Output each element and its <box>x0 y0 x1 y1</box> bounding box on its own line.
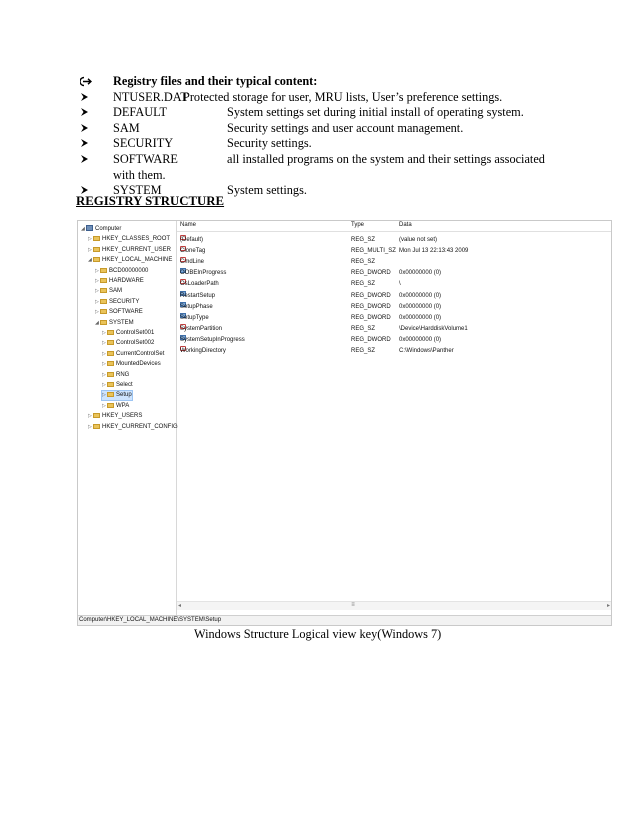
folder-icon <box>93 413 100 418</box>
tree-node[interactable] <box>102 360 161 369</box>
value-name: SystemSetupInProgress <box>180 336 245 343</box>
tree-node[interactable] <box>88 423 178 432</box>
file-description: System settings. <box>227 183 307 198</box>
tree-node[interactable] <box>95 319 134 328</box>
value-row[interactable] <box>177 257 611 268</box>
value-type: REG_SZ <box>351 281 376 288</box>
values-header <box>177 221 611 232</box>
value-name: SetupPhase <box>180 303 213 310</box>
folder-icon <box>100 268 107 273</box>
value-name: OOBEInProgress <box>180 270 227 277</box>
figure-caption: Windows Structure Logical view key(Windows 7) <box>194 627 442 641</box>
tree-node[interactable] <box>102 329 154 338</box>
horizontal-scrollbar[interactable] <box>177 601 611 610</box>
value-row[interactable] <box>177 313 611 324</box>
expand-right-icon[interactable]: ▷ <box>102 371 106 378</box>
column-header-type[interactable]: Type <box>351 222 365 228</box>
file-description: Security settings and user account management. <box>227 120 464 135</box>
tree-node[interactable] <box>95 287 122 296</box>
list-item <box>80 121 560 137</box>
list-item <box>80 136 560 152</box>
tree-node-label: HKEY_LOCAL_MACHINE <box>102 257 173 264</box>
tree-node-label: SYSTEM <box>109 319 134 326</box>
value-type: REG_MULTI_SZ <box>351 248 396 255</box>
value-type: REG_SZ <box>351 325 376 332</box>
file-name: SYSTEM <box>113 183 162 198</box>
value-data: 0x00000000 (0) <box>399 336 442 343</box>
tree-node-label: HKEY_CLASSES_ROOT <box>102 236 171 243</box>
scroll-left-icon[interactable]: ◂ <box>178 603 182 609</box>
folder-icon <box>107 392 114 397</box>
triangle-bullet-icon <box>80 121 100 133</box>
tree-node-label: WPA <box>116 402 130 409</box>
folder-icon <box>100 299 107 304</box>
list-item <box>80 105 560 121</box>
folder-icon <box>100 309 107 314</box>
expand-down-icon[interactable]: ◢ <box>95 319 99 326</box>
tree-node[interactable] <box>95 277 144 286</box>
value-name: CloneTag <box>180 248 206 255</box>
tree-node[interactable] <box>102 339 154 348</box>
value-data: 0x00000000 (0) <box>399 303 442 310</box>
folder-icon <box>107 403 114 408</box>
section-title: REGISTRY STRUCTURE <box>76 194 225 208</box>
folder-icon <box>107 340 114 345</box>
value-row[interactable] <box>177 291 611 302</box>
value-type: REG_SZ <box>351 348 376 354</box>
file-name: NTUSER.DAT <box>113 89 188 104</box>
value-data: 0x00000000 (0) <box>399 314 442 321</box>
value-data: \ <box>399 281 401 288</box>
tree-node-label: ControlSet001 <box>116 330 155 336</box>
tree-node[interactable] <box>95 308 143 317</box>
registry-tree <box>78 221 177 617</box>
value-type: REG_SZ <box>351 237 376 243</box>
tree-node-label: SECURITY <box>109 298 140 305</box>
expand-right-icon[interactable]: ▷ <box>95 298 99 305</box>
expand-down-icon[interactable]: ◢ <box>88 257 92 264</box>
value-data: 0x00000000 (0) <box>399 270 442 277</box>
expand-right-icon[interactable]: ▷ <box>102 402 106 409</box>
file-description: all installed programs on the system and their settings associated <box>227 151 545 166</box>
value-name: OsLoaderPath <box>180 281 219 288</box>
value-row[interactable] <box>177 268 611 279</box>
registry-editor-window <box>77 220 612 626</box>
value-type: REG_SZ <box>351 259 376 266</box>
expand-right-icon[interactable]: ▷ <box>102 350 106 357</box>
value-row[interactable] <box>177 346 611 357</box>
expand-right-icon[interactable]: ▷ <box>95 267 99 274</box>
status-bar-path: Computer\HKEY_LOCAL_MACHINE\SYSTEM\Setup <box>78 615 611 625</box>
value-data: C:\Windows\Panther <box>399 348 454 354</box>
tree-node-label: ControlSet002 <box>116 340 155 347</box>
tree-node[interactable] <box>102 371 129 380</box>
expand-right-icon[interactable]: ▷ <box>102 382 106 388</box>
value-data: Mon Jul 13 22:13:43 2009 <box>399 248 469 255</box>
tree-node[interactable] <box>102 402 129 411</box>
tree-node[interactable] <box>88 256 172 265</box>
folder-icon <box>107 330 114 335</box>
list-item <box>80 152 560 183</box>
file-name: SECURITY <box>113 136 174 151</box>
value-name: SystemPartition <box>180 325 223 332</box>
folder-icon <box>100 288 107 293</box>
tree-node[interactable] <box>81 225 121 234</box>
tree-node-label: SAM <box>109 288 123 295</box>
tree-node[interactable] <box>88 235 170 244</box>
value-name: WorkingDirectory <box>180 348 226 354</box>
value-data: 0x00000000 (0) <box>399 292 442 299</box>
tree-node-label: CurrentControlSet <box>116 350 165 357</box>
tree-node[interactable] <box>88 412 142 421</box>
expand-right-icon[interactable]: ▷ <box>88 246 92 253</box>
tree-node-label: HKEY_CURRENT_CONFIG <box>102 423 178 430</box>
value-type: REG_DWORD <box>351 270 391 277</box>
tree-node-label: RNG <box>116 371 130 378</box>
tree-node[interactable] <box>102 381 133 390</box>
triangle-bullet-icon <box>80 152 100 164</box>
file-description: System settings set during initial install of operating system. <box>227 105 524 120</box>
value-row[interactable] <box>177 324 611 335</box>
tree-node[interactable] <box>88 246 171 255</box>
scroll-right-icon[interactable]: ▸ <box>606 603 610 609</box>
value-type: REG_DWORD <box>351 292 391 299</box>
list-heading: Registry files and their typical content: <box>113 74 318 88</box>
tree-node-label: Computer <box>95 226 122 232</box>
value-name: (Default) <box>180 237 204 243</box>
tree-node-label: HKEY_CURRENT_USER <box>102 246 172 253</box>
expand-right-icon[interactable]: ▷ <box>102 392 106 399</box>
triangle-bullet-icon <box>80 90 100 102</box>
folder-icon <box>93 257 100 262</box>
list-heading-row <box>80 74 560 90</box>
folder-icon <box>107 382 114 387</box>
tree-node-label: MountedDevices <box>116 361 161 368</box>
registry-files-list <box>80 74 560 199</box>
expand-right-icon[interactable]: ▷ <box>95 288 99 295</box>
value-row[interactable] <box>177 246 611 257</box>
folder-icon <box>107 351 114 356</box>
tree-node-label: Select <box>116 382 133 388</box>
value-type: REG_DWORD <box>351 336 391 343</box>
value-type: REG_DWORD <box>351 314 391 321</box>
value-data: (value not set) <box>399 237 438 243</box>
expand-right-icon[interactable]: ▷ <box>102 330 106 336</box>
expand-right-icon[interactable]: ▷ <box>102 361 106 368</box>
file-name: SOFTWARE <box>113 151 178 166</box>
folder-icon <box>100 320 107 325</box>
arrow-bullet-icon <box>80 74 100 87</box>
folder-icon <box>107 361 114 366</box>
value-name: RestartSetup <box>180 292 216 299</box>
value-row[interactable] <box>177 235 611 246</box>
tree-node-label: SOFTWARE <box>109 309 143 316</box>
list-item <box>80 90 560 106</box>
file-name: DEFAULT <box>113 105 167 120</box>
tree-node[interactable] <box>102 391 132 400</box>
value-row[interactable] <box>177 335 611 346</box>
folder-icon <box>93 236 100 241</box>
expand-right-icon[interactable]: ▷ <box>102 340 106 347</box>
expand-right-icon[interactable]: ▷ <box>88 413 92 420</box>
tree-node-label: Setup <box>116 392 132 399</box>
folder-icon <box>107 372 114 377</box>
tree-node-label: HARDWARE <box>109 278 144 284</box>
file-name: SAM <box>113 120 140 135</box>
folder-icon <box>93 424 100 429</box>
expand-right-icon[interactable]: ▷ <box>95 278 99 284</box>
tree-node[interactable] <box>95 267 148 276</box>
expand-right-icon[interactable]: ▷ <box>88 423 92 430</box>
expand-right-icon[interactable]: ▷ <box>95 309 99 316</box>
computer-icon <box>86 225 93 231</box>
expand-right-icon[interactable]: ▷ <box>88 236 92 243</box>
file-description-continued: with them. <box>113 167 166 182</box>
tree-node[interactable] <box>102 350 164 359</box>
column-header-data[interactable]: Data <box>399 222 412 228</box>
value-name: SetupType <box>180 314 209 321</box>
triangle-bullet-icon <box>80 105 100 117</box>
expand-down-icon[interactable]: ◢ <box>81 226 85 232</box>
value-row[interactable] <box>177 302 611 313</box>
triangle-bullet-icon <box>80 136 100 148</box>
tree-node[interactable] <box>95 298 139 307</box>
registry-values-list <box>177 221 611 601</box>
scroll-grip-icon[interactable]: ≡ <box>351 602 355 608</box>
folder-icon <box>93 247 100 252</box>
file-description: Protected storage for user, MRU lists, User’s preference settings. <box>183 89 503 104</box>
value-row[interactable] <box>177 279 611 290</box>
value-data: \Device\HarddiskVolume1 <box>399 325 468 332</box>
value-name: CmdLine <box>180 259 205 266</box>
value-type: REG_DWORD <box>351 303 391 310</box>
file-description: Security settings. <box>227 136 312 151</box>
tree-node-label: BCD00000000 <box>109 267 149 274</box>
column-header-name[interactable]: Name <box>180 222 197 228</box>
folder-icon <box>100 278 107 283</box>
tree-node-label: HKEY_USERS <box>102 413 143 420</box>
